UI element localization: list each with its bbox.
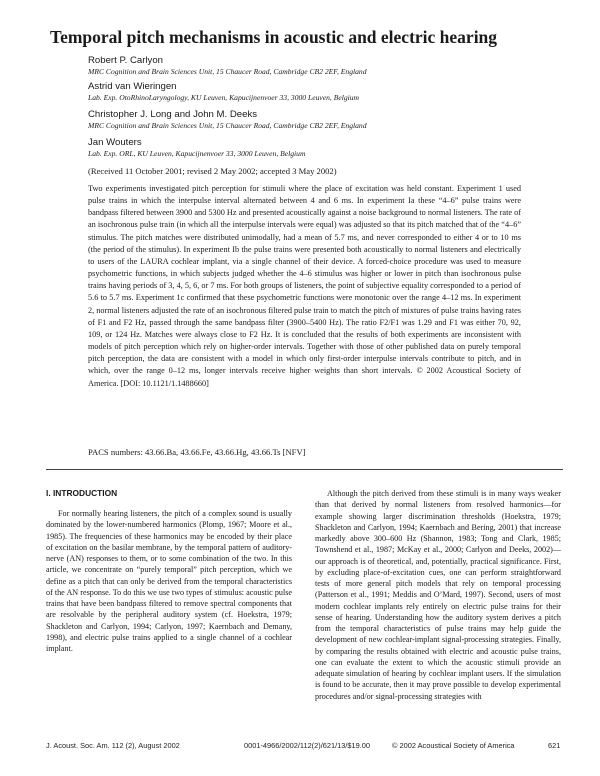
- page-number: 621: [548, 741, 561, 750]
- received-dates: (Received 11 October 2001; revised 2 May 2002; accepted 3 May 2002): [88, 166, 337, 176]
- author-1: Robert P. Carlyon: [88, 55, 164, 66]
- abstract: [88, 183, 521, 390]
- author-4: Jan Wouters: [88, 137, 142, 148]
- section-heading: I. INTRODUCTION: [46, 488, 118, 498]
- abstract-copyright: © 2002 Acoustical Society of America.: [88, 366, 522, 388]
- footer-journal: J. Acoust. Soc. Am. 112 (2), August 2002: [46, 741, 180, 750]
- pacs-numbers: PACS numbers: 43.66.Ba, 43.66.Fe, 43.66.Hg, 43.66.Ts [NFV]: [88, 447, 306, 457]
- intro-paragraph-2: Although the pitch derived from these stimuli is in many ways weaker than that derived by normal listeners from resolved harmonics—for example showing larger discrimination thresholds (Hoekstra, 1979; Shackleton and Carlyon, 1994; Kaernbach and Bering, 2001) that increase markedly above 300–600 Hz (Shannon, 1983; Tong and Clark, 1985; Townshend et al., 1987; McKay et al., 2000; Carlyon and Deeks, 2002)—our approach is of theoretical, and, potentially, practical significance. First, by excluding place-of-excitation cues, one can perform straightforward tests of more general pitch models that rely on temporal processing (Patterson et al., 1991; Meddis and O’Mard, 1997). Second, users of most modern cochlear implants rely entirely on electric pulse trains for their sense of hearing. Understanding how the auditory system derives a pitch from the temporal characteristics of pulse trains may help guide the development of new cochlear-implant signal-processing strategies. Finally, by comparing the results obtained with electric and acoustic pulse trains, one can evaluate the extent to which the acoustic stimuli provide an adequate simulation of hearing by cochlear implant users. If the simulation is found to be accurate, then it may prove possible to develop experimental procedures and/or signal-processing strategies with: [315, 489, 561, 701]
- author-3: Christopher J. Long and John M. Deeks: [88, 109, 258, 120]
- affiliation-1: MRC Cognition and Brain Sciences Unit, 15 Chaucer Road, Cambridge CB2 2EF, England: [88, 67, 367, 76]
- affiliation-2: Lab. Exp. OtoRhinoLaryngology, KU Leuven, Kapucijnenvoer 33, 3000 Leuven, Belgium: [88, 93, 360, 102]
- affiliation-4: Lab. Exp. ORL, KU Leuven, Kapucijnenvoer 33, 3000 Leuven, Belgium: [88, 149, 306, 158]
- intro-paragraph-1: For normally hearing listeners, the pitch of a complex sound is usually dominated by the lower-numbered harmonics (Plomp, 1967; Moore et al., 1985). The frequencies of these harmonics may be encoded by their place of excitation on the basilar membrane, by the temporal pattern of auditory-nerve (AN) responses to them, or to some combination of the two. In this article, we concentrate on “purely temporal” pitch perception, which we define as a pitch that can only be derived from the temporal characteristics of the AN response. To do this we use two types of stimulus: acoustic pulse trains that have been bandpass filtered to remove spectral components that are resolvable by the peripheral auditory system (cf. Hoekstra, 1979; Shackleton and Carlyon, 1994; Carlyon, 1997; Kaernbach and Demany, 1998), and electric pulse trains applied to a single channel of a cochlear implant.: [46, 509, 292, 653]
- section-divider: [46, 469, 563, 470]
- author-2: Astrid van Wieringen: [88, 81, 177, 92]
- body-column-left: [46, 488, 292, 654]
- affiliation-3: MRC Cognition and Brain Sciences Unit, 15 Chaucer Road, Cambridge CB2 2EF, England: [88, 121, 367, 130]
- body-column-right: [315, 488, 561, 702]
- paper-title: Temporal pitch mechanisms in acoustic and electric hearing: [50, 27, 498, 47]
- abstract-text: Two experiments investigated pitch perception for stimuli where the place of excitation was held constant. Experiment 1 used pulse trains in which the interpulse interval alternated between 4 and 6 ms. In experiment Ia these “4–6” pulse trains were bandpass filtered between 3900 and 5300 Hz and presented acoustically against a noise background to normal listeners. The rate of an isochronous pulse train (in which all the interpulse intervals were equal) was adjusted so that its pitch matched that of the “4–6” stimulus. The pitch matches were distributed unimodally, had a mean of 5.7 ms, and never corresponded to either 4 or to 10 ms (the period of the stimulus). In experiment Ib the pulse trains were presented both acoustically to normal listeners and electrically to users of the LAURA cochlear implant, via a single channel of their device. A forced-choice procedure was used to measure psychometric functions, in which subjects judged whether the 4–6 stimulus was higher or lower in pitch than isochronous pulse trains having periods of 3, 4, 5, 6, or 7 ms. For both groups of listeners, the point of subjective equality corresponded to a period of 5.6 to 5.7 ms. Experiment 1c confirmed that these psychometric functions were monotonic over the range 4–12 ms. In experiment 2, normal listeners adjusted the rate of an isochronous filtered pulse train to match the pitch of mixtures of pulse trains having rates of F1 and F2 Hz, passed through the same bandpass filter (3900–5400 Hz). The ratio F2/F1 was 1.29 and F1 was either 70, 92, 109, or 124 Hz. Matches were always close to F2 Hz. It is concluded that the results of both experiments are inconsistent with models of pitch perception which rely on higher-order intervals. Together with those of other published data on purely temporal pitch perception, the data are consistent with a model in which only first-order interpulse intervals contribute to pitch, and in which, over the range 0–12 ms, longer intervals receive higher weights than short intervals.: [88, 184, 521, 376]
- footer-copyright: © 2002 Acoustical Society of America: [392, 741, 515, 750]
- abstract-doi[interactable]: [DOI: 10.1121/1.1488660]: [120, 378, 209, 388]
- footer-codes: 0001-4966/2002/112(2)/621/13/$19.00: [244, 741, 371, 750]
